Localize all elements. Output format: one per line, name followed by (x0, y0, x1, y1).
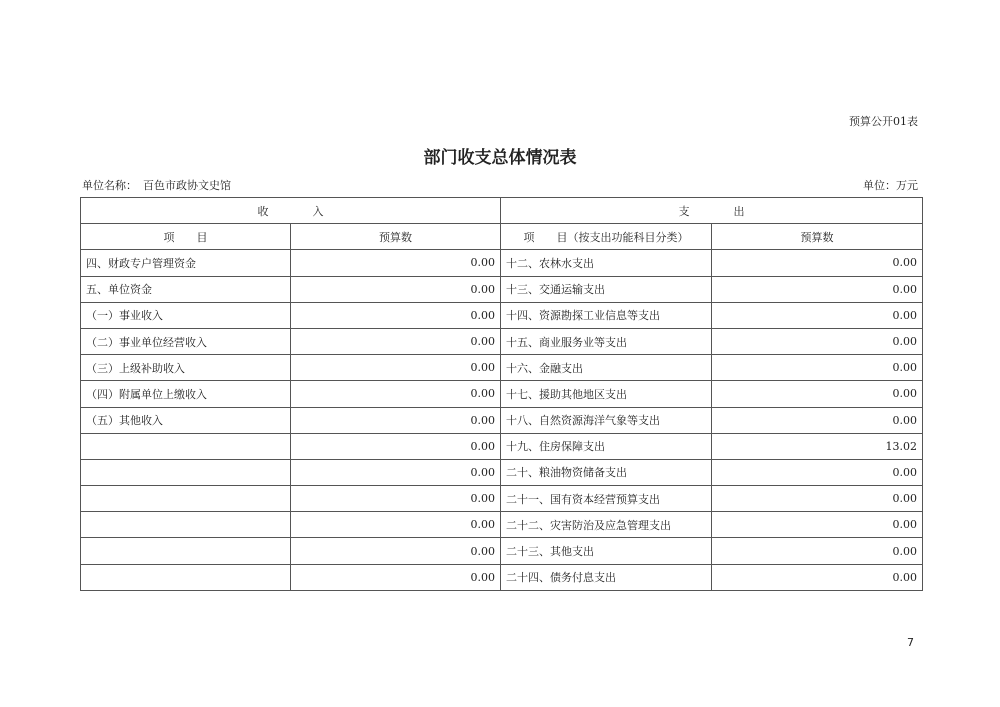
income-item-cell (81, 538, 291, 564)
table-row (81, 250, 923, 276)
table-row (81, 433, 923, 459)
expense-item-cell: 十五、商业服务业等支出 (501, 328, 712, 354)
table-row (81, 564, 923, 590)
expense-item-cell: 十六、金融支出 (501, 355, 712, 381)
table-row (81, 538, 923, 564)
table-row (81, 459, 923, 485)
income-item-cell: （一）事业收入 (81, 302, 291, 328)
income-budget-cell: 0.00 (291, 433, 501, 459)
col-expense-item: 项 目（按支出功能科目分类） (501, 224, 712, 250)
currency-unit: 单位：万元 (863, 179, 918, 192)
income-budget-cell: 0.00 (291, 538, 501, 564)
expense-item-cell: 二十一、国有资本经营预算支出 (501, 486, 712, 512)
section-header-row (81, 198, 923, 224)
expense-item-cell: 二十四、债务付息支出 (501, 564, 712, 590)
expense-item-cell: 十四、资源勘探工业信息等支出 (501, 302, 712, 328)
col-income-budget: 预算数 (291, 224, 501, 250)
income-budget-cell: 0.00 (291, 486, 501, 512)
income-budget-cell: 0.00 (291, 459, 501, 485)
page-number: 7 (907, 636, 914, 649)
expense-item-cell: 十九、住房保障支出 (501, 433, 712, 459)
expense-budget-cell: 0.00 (712, 302, 923, 328)
unit-name-label: 单位名称： (82, 179, 137, 192)
budget-table (80, 197, 923, 591)
income-item-cell (81, 564, 291, 590)
income-item-cell: （二）事业单位经营收入 (81, 328, 291, 354)
expense-budget-cell: 0.00 (712, 328, 923, 354)
income-budget-cell: 0.00 (291, 512, 501, 538)
expense-section-header: 支 出 (501, 198, 923, 224)
income-budget-cell: 0.00 (291, 355, 501, 381)
form-number: 预算公开01表 (849, 115, 918, 128)
income-budget-cell: 0.00 (291, 302, 501, 328)
table-row (81, 512, 923, 538)
income-item-cell (81, 433, 291, 459)
expense-budget-cell: 0.00 (712, 276, 923, 302)
income-budget-cell: 0.00 (291, 328, 501, 354)
expense-budget-cell: 0.00 (712, 381, 923, 407)
income-item-cell (81, 459, 291, 485)
table-row (81, 302, 923, 328)
expense-item-cell: 十二、农林水支出 (501, 250, 712, 276)
expense-budget-cell: 13.02 (712, 433, 923, 459)
expense-budget-cell: 0.00 (712, 407, 923, 433)
table-row (81, 381, 923, 407)
expense-budget-cell: 0.00 (712, 538, 923, 564)
col-expense-budget: 预算数 (712, 224, 923, 250)
expense-budget-cell: 0.00 (712, 486, 923, 512)
expense-item-cell: 十八、自然资源海洋气象等支出 (501, 407, 712, 433)
expense-item-cell: 十三、交通运输支出 (501, 276, 712, 302)
expense-budget-cell: 0.00 (712, 459, 923, 485)
income-budget-cell: 0.00 (291, 564, 501, 590)
expense-budget-cell: 0.00 (712, 564, 923, 590)
page-title: 部门收支总体情况表 (423, 148, 577, 168)
col-income-item: 项 目 (81, 224, 291, 250)
expense-item-cell: 二十三、其他支出 (501, 538, 712, 564)
column-header-row (81, 224, 923, 250)
expense-budget-cell: 0.00 (712, 250, 923, 276)
income-item-cell: （四）附属单位上缴收入 (81, 381, 291, 407)
table-row (81, 355, 923, 381)
income-budget-cell: 0.00 (291, 250, 501, 276)
expense-item-cell: 十七、援助其他地区支出 (501, 381, 712, 407)
table-row (81, 276, 923, 302)
expense-budget-cell: 0.00 (712, 512, 923, 538)
expense-item-cell: 二十、粮油物资储备支出 (501, 459, 712, 485)
expense-item-cell: 二十二、灾害防治及应急管理支出 (501, 512, 712, 538)
income-budget-cell: 0.00 (291, 407, 501, 433)
expense-budget-cell: 0.00 (712, 355, 923, 381)
income-item-cell (81, 512, 291, 538)
table-row (81, 407, 923, 433)
table-row (81, 328, 923, 354)
income-item-cell: （三）上级补助收入 (81, 355, 291, 381)
income-section-header: 收 入 (81, 198, 501, 224)
income-item-cell: 四、财政专户管理资金 (81, 250, 291, 276)
income-budget-cell: 0.00 (291, 381, 501, 407)
table-row (81, 486, 923, 512)
income-item-cell (81, 486, 291, 512)
income-item-cell: （五）其他收入 (81, 407, 291, 433)
income-budget-cell: 0.00 (291, 276, 501, 302)
income-item-cell: 五、单位资金 (81, 276, 291, 302)
unit-name: 百色市政协文史馆 (143, 179, 231, 192)
